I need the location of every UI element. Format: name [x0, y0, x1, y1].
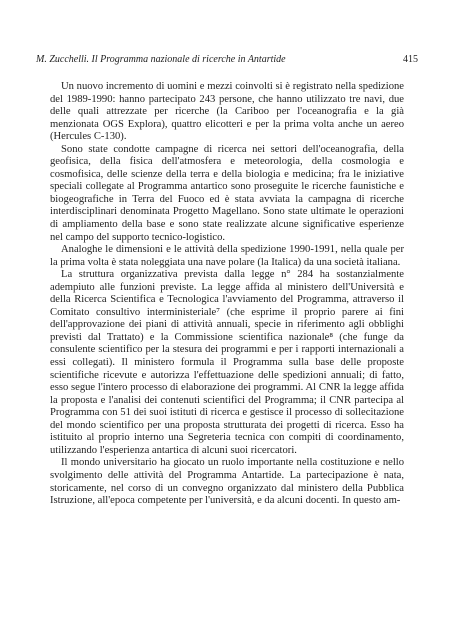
paragraph: La struttura organizzativa prevista dalla legge n° 284 ha sostanzialmente adempiuto alle funzioni previste. La legge affida al ministero dell'Università e della Ricerca Scientifica e Tecnologica l'avviamento del Programma, attraverso il Comitato consultivo interministeriale⁷ (che esprime il proprio parere ai fini dell'approvazione dei piani di attività annuali, specie in riferimento agli obblighi previsti dal Trattato) e la Commissione scientifica nazionale⁸ (che funge da consulente scientifico per la stesura dei programmi e per i rapporti internazionali a essi collegati). Il ministero formula il Programma sulla base delle proposte scientifiche ricevute e autorizza l'effettuazione delle spedizioni annuali; di fatto, esso segue l'intero processo di elaborazione dei programmi. Al CNR la legge affida la proposta e l'analisi dei contenuti scientifici del Programma; il CNR partecipa al Programma con 51 dei suoi istituti di ricerca e gestisce il processo di sollecitazione del mondo scientifico per una proposta strutturata dei progetti di ricerca. Esso ha istituito al proprio interno una Segreteria tecnica con compiti di coordinamento, utilizzando l'esperienza antartica di alcuni suoi ricercatori. [50, 269, 404, 456]
running-title: M. Zucchelli. Il Programma nazionale di ricerche in Antartide [36, 54, 286, 65]
page-number: 415 [403, 54, 418, 65]
paragraph: Analoghe le dimensioni e le attività della spedizione 1990-1991, nella quale per la prima volta è stata noleggiata una nave polare (la Italica) da una società italiana. [50, 244, 404, 268]
body-text [50, 81, 404, 508]
running-header [36, 54, 418, 66]
paragraph: Il mondo universitario ha giocato un ruolo importante nella costituzione e nello svolgimento delle attività del Programma Antartide. La partecipazione è nata, storicamente, nel corso di un convegno organizzato dal ministero della Pubblica Istruzione, all'epoca competente per l'università, e da alcuni docenti. In questo am- [50, 457, 404, 507]
paragraph: Sono state condotte campagne di ricerca nei settori dell'oceanografia, della geofisica, della fisica dell'atmosfera e meteorologia, della cosmologia e cosmofisica, delle scienze della terra e della biologia e medicina; fra le iniziative speciali collegate al Programma antartico sono proseguite le ricerche faunistiche e biogeografiche in Terra del Fuoco ed è stata avviata la campagna di ricerche interdisciplinari denominata Progetto Magellano. Sono state ultimate le operazioni di ampliamento della base e sono state realizzate alcune significative esperienze nel campo del supporto tecnico-logistico. [50, 143, 404, 243]
paragraph: Un nuovo incremento di uomini e mezzi coinvolti si è registrato nella spedizione del 1989-1990: hanno partecipato 243 persone, che hanno utilizzato tre navi, due delle quali attrezzate per ricerche (la Cariboo per l'oceanografia e la già menzionata OGS Explora), quattro elicotteri e per la prima volta anche un aereo (Hercules C-130). [50, 81, 404, 143]
